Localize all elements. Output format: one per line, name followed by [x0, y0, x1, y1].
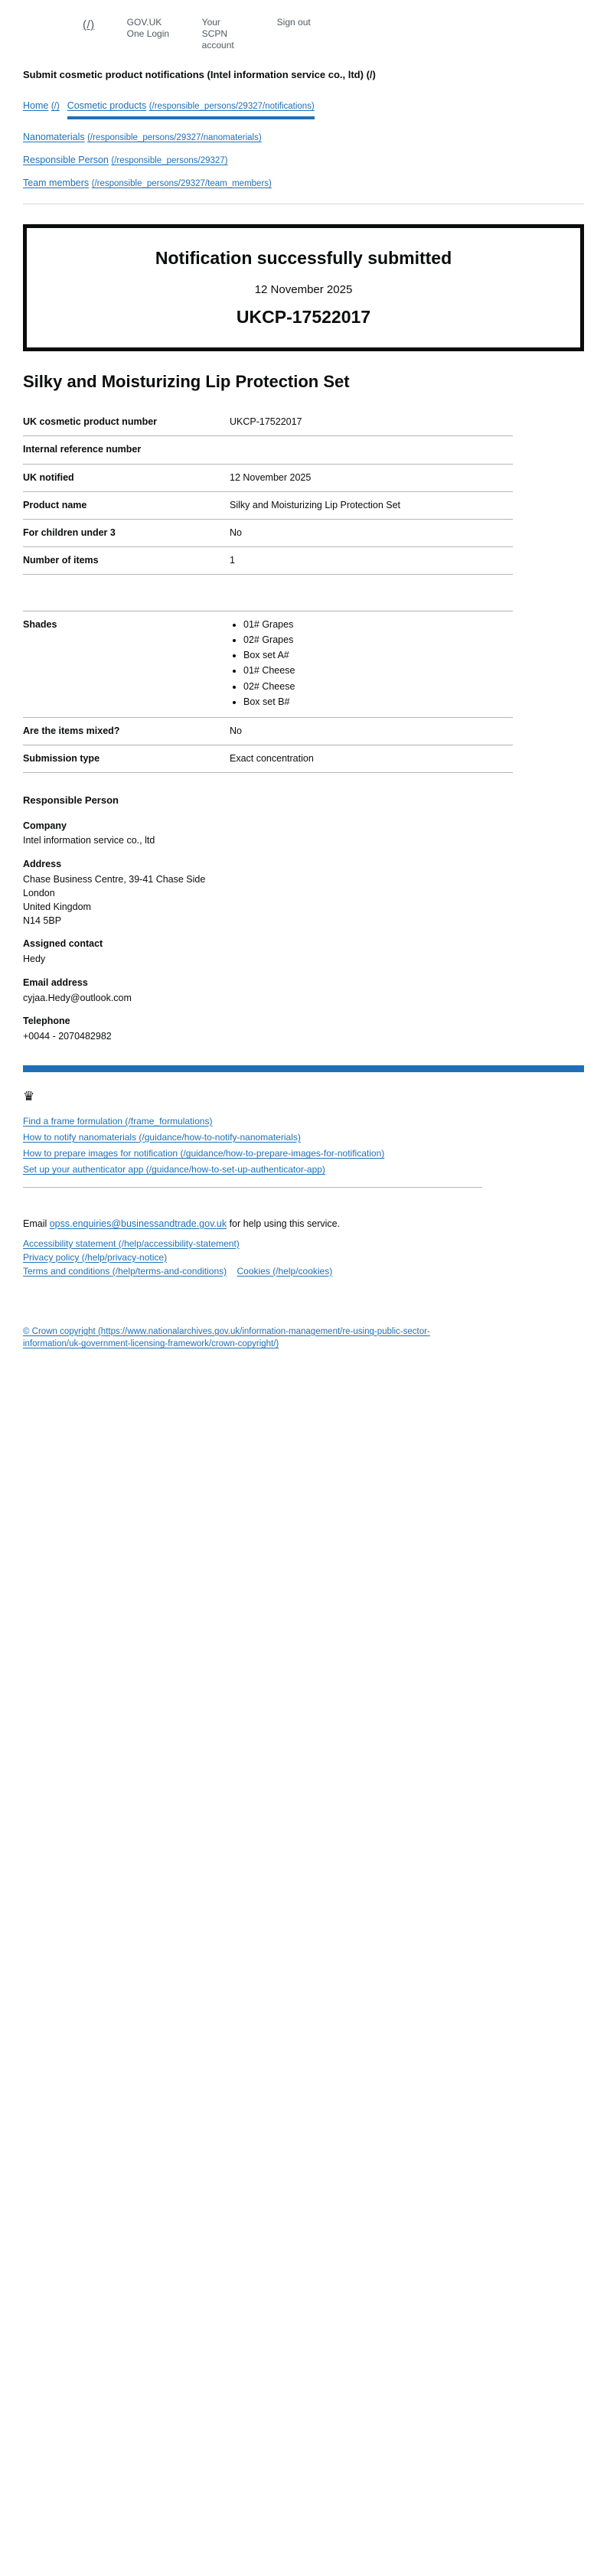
row-value: Silky and Moisturizing Lip Protection Set	[230, 499, 401, 510]
telephone-value: +0044 - 2070482982	[23, 1031, 112, 1042]
service-heading	[0, 62, 536, 82]
crown-icon: ♛	[23, 1088, 35, 1104]
footer-link-href: (/frame_formulations)	[125, 1115, 213, 1127]
product-summary-list	[23, 409, 513, 773]
govuk-logo-link[interactable]: (/)	[83, 18, 95, 31]
list-item: • Box set B#	[243, 695, 513, 709]
row-key: Are the items mixed?	[23, 725, 120, 736]
list-item: • Box set A#	[243, 648, 513, 662]
nav-link-home[interactable]: Home	[23, 100, 49, 112]
page-title: Silky and Moisturizing Lip Protection Set	[23, 371, 350, 391]
support-email-line	[23, 1218, 584, 1229]
telephone-label: Telephone	[23, 1016, 70, 1027]
nav-link-cosmetic-products-href[interactable]: (/responsible_persons/29327/notifications)	[148, 102, 315, 112]
nav-your-account[interactable]: Your SCPN account	[201, 17, 234, 51]
footer-link-authenticator-app[interactable]	[23, 1163, 584, 1176]
footer-link-href: (/help/cookies)	[272, 1265, 333, 1277]
email-label: Email address	[23, 977, 88, 988]
footer-guidance-links	[23, 1115, 584, 1176]
address-label: Address	[23, 859, 62, 870]
nav-link-cosmetic-products[interactable]: Cosmetic products	[67, 100, 147, 112]
nav-link-team-members-href[interactable]: (/responsible_persons/29327/team_members)	[91, 179, 272, 189]
top-bar	[0, 0, 607, 62]
row-key: Shades	[23, 619, 57, 631]
row-value: No	[230, 527, 242, 538]
support-email-link[interactable]: opss.enquiries@businessandtrade.gov.uk	[49, 1218, 227, 1229]
footer-link-href: (/help/terms-and-conditions)	[112, 1265, 227, 1277]
sidebar-item-home[interactable]	[23, 100, 60, 111]
address-line: London	[23, 887, 55, 898]
nav-link-team-members[interactable]: Team members	[23, 178, 90, 189]
footer-legal-links	[23, 1238, 584, 1277]
address-value	[23, 872, 513, 928]
nav-link-nanomaterials[interactable]: Nanomaterials	[23, 132, 85, 143]
nav-link-responsible-person-href[interactable]: (/responsible_persons/29327)	[111, 156, 228, 166]
table-row	[23, 718, 513, 745]
nav-link-home-href[interactable]: (/)	[51, 102, 60, 112]
nav-link-responsible-person[interactable]: Responsible Person	[23, 155, 109, 166]
footer-link-label: Find a frame formulation	[23, 1115, 123, 1127]
row-key: Number of items	[23, 554, 99, 566]
row-key: Product name	[23, 499, 87, 510]
row-key: For children under 3	[23, 527, 116, 538]
crown-copyright	[23, 1325, 452, 1351]
footer-link-notify-nanomaterials[interactable]	[23, 1131, 584, 1143]
company-value: Intel information service co., ltd	[23, 835, 155, 846]
email-prefix: Email	[23, 1218, 50, 1229]
table-row	[23, 465, 513, 492]
footer-link-href: (/guidance/how-to-notify-nanomaterials)	[139, 1131, 301, 1143]
row-key: Submission type	[23, 752, 100, 764]
list-item: • 01# Cheese	[243, 664, 513, 677]
crown-copyright-link[interactable]	[23, 1327, 430, 1349]
row-value	[230, 618, 513, 710]
copyright-label: © Crown copyright	[23, 1326, 96, 1336]
nav-row-nanomaterials	[23, 127, 584, 150]
row-value: 12 November 2025	[230, 471, 312, 483]
footer-link-prepare-images[interactable]	[23, 1147, 584, 1159]
row-value: UKCP-17522017	[230, 416, 302, 428]
address-line: N14 5BP	[23, 915, 62, 927]
panel-title: Notification successfully submitted	[155, 248, 452, 269]
footer-link-cookies[interactable]	[237, 1266, 332, 1277]
footer-link-label: Accessibility statement	[23, 1237, 116, 1249]
footer-link-accessibility[interactable]	[23, 1238, 584, 1249]
table-row	[23, 409, 513, 436]
footer-divider	[23, 1187, 482, 1188]
nav-row-responsible-person	[23, 150, 584, 173]
nav-row-team-members	[23, 173, 584, 196]
row-value: Exact concentration	[230, 752, 314, 764]
service-heading-href[interactable]: (/)	[366, 69, 376, 80]
responsible-person-heading: Responsible Person	[23, 794, 119, 807]
footer-link-href: (/help/accessibility-statement)	[118, 1237, 240, 1249]
table-row-shades	[23, 611, 513, 718]
copyright-href: (https://www.nationalarchives.gov.uk/information-management/re-using-public-sector-information/uk-government-licensing-framework/crown-copyright/)	[23, 1326, 430, 1349]
footer-link-label: Set up your authenticator app	[23, 1164, 144, 1176]
row-value: 1	[230, 554, 235, 566]
footer-link-href: (/guidance/how-to-set-up-authenticator-app)	[145, 1164, 325, 1176]
footer-top-rule	[23, 1065, 584, 1072]
row-value: No	[230, 725, 242, 736]
table-row	[23, 492, 513, 520]
primary-nav	[0, 82, 607, 196]
responsible-person-block	[23, 793, 513, 1044]
shades-list	[230, 618, 513, 709]
footer-link-href: (/guidance/how-to-prepare-images-for-notification)	[180, 1148, 385, 1159]
row-value	[230, 442, 513, 456]
row-key: Internal reference number	[23, 444, 142, 455]
row-key: UK notified	[23, 471, 74, 483]
list-item: • 01# Grapes	[243, 618, 513, 631]
footer-link-frame-formulation[interactable]	[23, 1115, 584, 1127]
email-value: cyjaa.Hedy@outlook.com	[23, 992, 132, 1003]
table-row	[23, 547, 513, 575]
account-nav	[127, 17, 312, 51]
nav-one-login[interactable]: GOV.UK One Login	[126, 17, 170, 39]
footer-link-href: (/help/privacy-notice)	[81, 1251, 168, 1263]
row-key: UK cosmetic product number	[23, 416, 158, 428]
table-row	[23, 745, 513, 773]
confirmation-panel	[23, 224, 584, 351]
footer-terms-cookies	[23, 1266, 584, 1277]
page-footer	[23, 1072, 584, 1351]
footer-link-label: How to prepare images for notification	[23, 1148, 178, 1159]
nav-link-nanomaterials-href[interactable]: (/responsible_persons/29327/nanomaterials)	[87, 133, 262, 143]
footer-link-label: Privacy policy	[23, 1251, 80, 1263]
panel-reference: UKCP-17522017	[236, 306, 371, 327]
address-line: United Kingdom	[23, 902, 91, 913]
list-item: • 02# Grapes	[243, 633, 513, 647]
panel-date: 12 November 2025	[254, 282, 353, 296]
summary-spacer	[23, 575, 513, 611]
footer-link-privacy[interactable]	[23, 1252, 584, 1263]
nav-row-home-products	[23, 96, 584, 127]
address-line: Chase Business Centre, 39-41 Chase Side	[23, 873, 206, 885]
footer-link-label: Terms and conditions	[23, 1265, 110, 1277]
footer-link-terms[interactable]	[23, 1266, 227, 1277]
service-heading-text: Submit cosmetic product notifications (Intel information service co., ltd)	[23, 69, 364, 80]
assigned-contact-value: Hedy	[23, 954, 46, 965]
sidebar-item-cosmetic-products[interactable]	[67, 100, 315, 119]
footer-link-label: Cookies	[237, 1265, 270, 1277]
email-suffix: for help using this service.	[227, 1218, 341, 1229]
list-item: • 02# Cheese	[243, 680, 513, 693]
assigned-contact-label: Assigned contact	[23, 938, 103, 950]
table-row	[23, 520, 513, 547]
table-row	[23, 436, 513, 464]
company-label: Company	[23, 820, 67, 831]
footer-link-label: How to notify nanomaterials	[23, 1131, 137, 1143]
nav-sign-out[interactable]: Sign out	[276, 17, 311, 28]
